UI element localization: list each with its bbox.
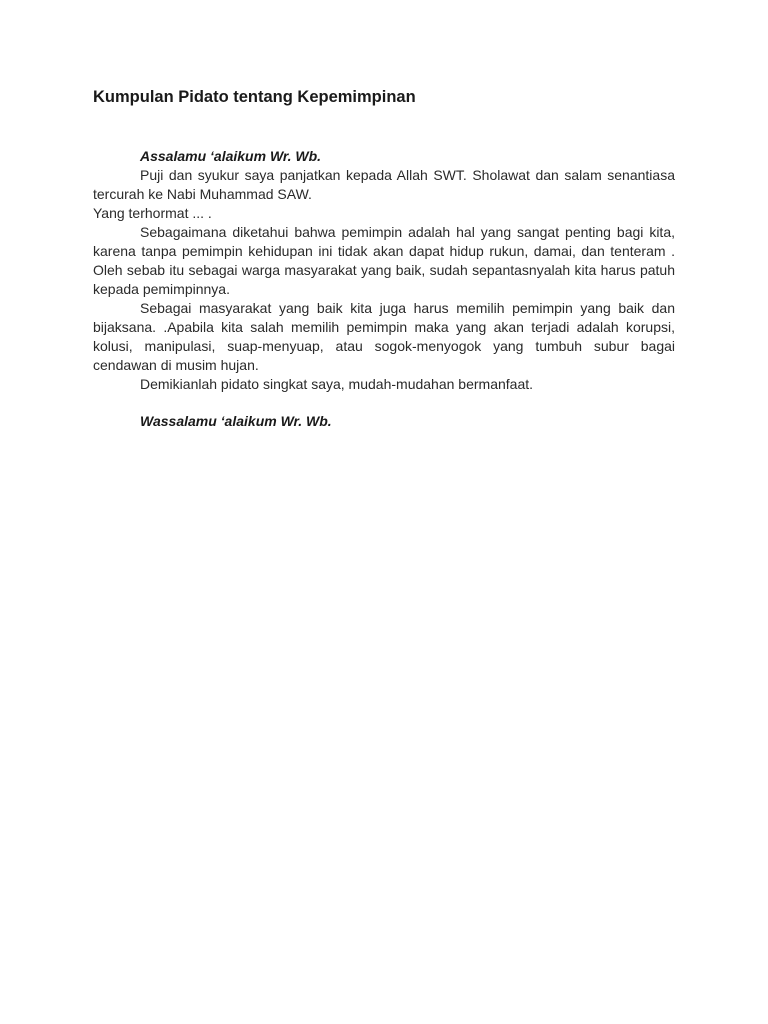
document-title: Kumpulan Pidato tentang Kepemimpinan: [93, 88, 416, 106]
opening-salam: Assalamu ‘alaikum Wr. Wb.: [140, 148, 322, 164]
paragraph-address: Yang terhormat ... .: [93, 205, 212, 221]
paragraph-importance: Sebagaimana diketahui bahwa pemimpin adalah hal yang sangat penting bagi kita, karena tanpa pemimpin kehidupan ini tidak akan dapat hidup rukun, damai, dan tenteram . Oleh sebab itu sebagai warga masyarakat yang baik, sudah sepantasnyalah kita harus patuh kepada pemimpinnya.: [93, 224, 675, 297]
document-page: [93, 86, 675, 431]
closing-salam: Wassalamu ‘alaikum Wr. Wb.: [140, 413, 332, 429]
paragraph-closing: Demikianlah pidato singkat saya, mudah-mudahan bermanfaat.: [140, 376, 534, 392]
paragraph-praise: Puji dan syukur saya panjatkan kepada Allah SWT. Sholawat dan salam senantiasa tercurah ke Nabi Muhammad SAW.: [93, 167, 675, 202]
paragraph-choose-leader: Sebagai masyarakat yang baik kita juga harus memilih pemimpin yang baik dan bijaksana. .Apabila kita salah memilih pemimpin maka yang akan terjadi adalah korupsi, kolusi, manipulasi, suap-menyuap, atau sogok-menyogok yang tumbuh subur bagai cendawan di musim hujan.: [93, 300, 675, 373]
